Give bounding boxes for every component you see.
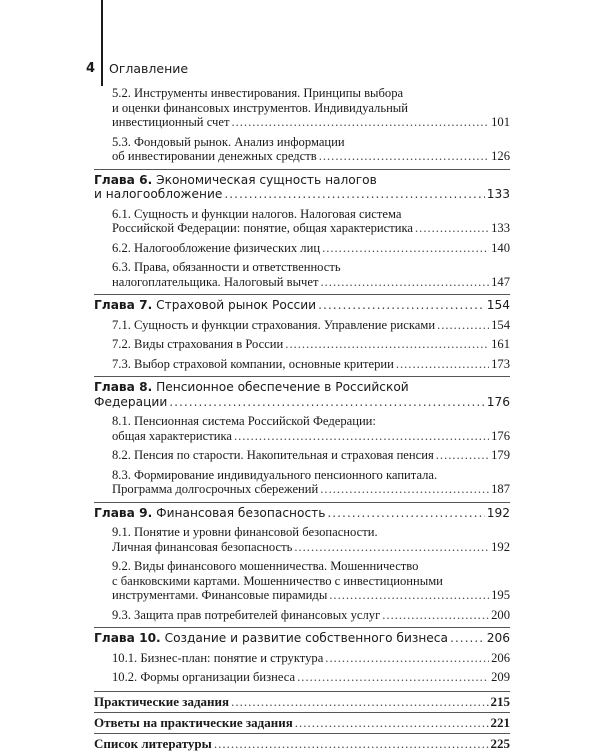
dot-leader: [285, 337, 489, 352]
toc-section-entry[interactable]: [112, 608, 510, 623]
toc-section-entry[interactable]: [112, 670, 510, 685]
toc-page-number: 225: [490, 735, 510, 751]
toc-entry-text: с банковскими картами. Мошенничество с инвестиционными: [112, 573, 443, 588]
toc-page-number: 133: [486, 187, 510, 201]
toc-page-number: 147: [491, 274, 510, 289]
toc-page-number: 192: [486, 505, 510, 520]
toc-entry-text: Ответы на практические задания: [94, 714, 293, 730]
toc-entry-text: Российской Федерации: понятие, общая характеристика: [112, 221, 414, 235]
dot-leader: [327, 506, 484, 521]
dot-leader: [329, 588, 489, 603]
table-of-contents: [94, 86, 510, 751]
toc-appendix-entry[interactable]: [94, 691, 510, 709]
toc-entry-last-line: [112, 115, 510, 130]
toc-page-number: 195: [491, 588, 510, 602]
toc-entry-text: 7.2. Виды страхования в России: [112, 337, 284, 351]
toc-entry-last-line: [94, 187, 510, 202]
toc-entry-last-line: [94, 694, 510, 709]
toc-page-number: 154: [486, 298, 510, 312]
dot-leader: [231, 115, 489, 130]
dot-leader: [321, 275, 490, 290]
toc-entry-line: [112, 525, 510, 540]
dot-leader: [415, 221, 489, 236]
dot-leader: [436, 448, 489, 463]
toc-entry-text: Программа долгосрочных сбережений: [112, 482, 319, 496]
toc-entry-text: Пенсионное обеспечение в Российской: [156, 380, 409, 394]
chapter-label: Глава 7.: [94, 298, 153, 312]
toc-page-number: 215: [490, 693, 510, 709]
toc-page-number: 221: [490, 714, 510, 730]
toc-page-number: 200: [491, 607, 510, 622]
dot-leader: [224, 187, 484, 202]
toc-section-entry[interactable]: [112, 357, 510, 372]
toc-page-number: 161: [491, 337, 510, 351]
toc-entry-last-line: [112, 275, 510, 290]
toc-page-number: 209: [491, 670, 510, 684]
toc-section-entry[interactable]: [112, 448, 510, 463]
toc-entry-last-line: [112, 448, 510, 463]
toc-entry-text: Страховой рынок России: [156, 298, 317, 312]
toc-appendix-entry[interactable]: [94, 733, 510, 751]
dot-leader: [396, 357, 489, 372]
toc-entry-text: 9.2. Виды финансового мошенничества. Мошенничество: [112, 559, 419, 573]
toc-page-number: 176: [491, 428, 510, 443]
toc-entry-line: [112, 86, 510, 101]
toc-entry-text: 9.3. Защита прав потребителей финансовых услуг: [112, 607, 381, 622]
toc-entry-line: [112, 260, 510, 275]
toc-section-entry[interactable]: [112, 260, 510, 289]
toc-entry-last-line: [112, 357, 510, 372]
toc-entry-text: об инвестировании денежных средств: [112, 149, 317, 163]
chapter-label: Глава 10.: [94, 631, 161, 645]
toc-entry-last-line: [112, 318, 510, 333]
toc-entry-text: 10.2. Формы организации бизнеса: [112, 670, 296, 684]
toc-entry-last-line: [94, 631, 510, 646]
header-title: Оглавление: [109, 60, 189, 76]
toc-chapter-entry[interactable]: [94, 169, 510, 202]
toc-section-entry[interactable]: [112, 525, 510, 554]
toc-page-number: 192: [491, 539, 510, 554]
toc-entry-last-line: [112, 651, 510, 666]
toc-entry-last-line: [112, 337, 510, 352]
chapter-label: Глава 8.: [94, 380, 153, 394]
toc-entry-text: Создание и развитие собственного бизнеса: [164, 631, 448, 645]
toc-entry-text: Финансовая безопасность: [156, 505, 326, 520]
toc-section-entry[interactable]: [112, 207, 510, 236]
toc-chapter-entry[interactable]: [94, 376, 510, 409]
dot-leader: [325, 651, 489, 666]
toc-entry-text: Федерации: [94, 394, 168, 409]
toc-entry-text: 7.1. Сущность и функции страхования. Управление рисками: [112, 317, 436, 332]
toc-page-number: 126: [491, 149, 510, 163]
dot-leader: [437, 318, 489, 333]
toc-entry-text: 10.1. Бизнес-план: понятие и структура: [112, 650, 324, 665]
toc-entry-last-line: [112, 670, 510, 685]
toc-entry-text: Практические задания: [94, 693, 230, 709]
toc-entry-last-line: [94, 715, 510, 730]
toc-entry-text: 9.1. Понятие и уровни финансовой безопасности.: [112, 525, 378, 539]
toc-page-number: 140: [491, 240, 510, 255]
toc-entry-text: 6.1. Сущность и функции налогов. Налоговая система: [112, 206, 402, 221]
toc-section-entry[interactable]: [112, 241, 510, 256]
toc-page-number: 173: [491, 356, 510, 371]
toc-page-number: 101: [491, 115, 510, 129]
dot-leader: [319, 149, 489, 164]
dot-leader: [234, 429, 489, 444]
toc-entry-line: [112, 207, 510, 222]
toc-section-entry[interactable]: [112, 468, 510, 497]
toc-entry-text: 6.3. Права, обязанности и ответственность: [112, 260, 341, 274]
toc-entry-text: 8.3. Формирование индивидуального пенсионного капитала.: [112, 467, 438, 482]
toc-section-entry[interactable]: [112, 318, 510, 333]
dot-leader: [318, 298, 485, 313]
toc-entry-line: [112, 101, 510, 116]
toc-entry-text: инвестиционный счет: [112, 115, 230, 129]
dot-leader: [382, 608, 489, 623]
dot-leader: [231, 694, 488, 709]
toc-entry-text: 5.3. Фондовый рынок. Анализ информации: [112, 134, 345, 149]
page-number: 4: [86, 60, 96, 76]
chapter-label: Глава 9.: [94, 505, 153, 520]
toc-appendix-entry[interactable]: [94, 712, 510, 730]
toc-entry-text: налогоплательщика. Налоговый вычет: [112, 274, 319, 289]
page-header: [86, 58, 506, 78]
toc-page-number: 206: [491, 650, 510, 665]
toc-entry-text: 5.2. Инструменты инвестирования. Принципы выбора: [112, 86, 404, 100]
dot-leader: [295, 715, 489, 730]
toc-chapter-entry[interactable]: [94, 502, 510, 521]
dot-leader: [297, 670, 489, 685]
toc-entry-line: [112, 574, 510, 589]
toc-page-number: 176: [486, 394, 510, 409]
toc-section-entry[interactable]: [112, 651, 510, 666]
dot-leader: [294, 540, 489, 555]
toc-page-number: 187: [491, 482, 510, 496]
toc-entry-last-line: [94, 395, 510, 410]
toc-entry-text: Экономическая сущность налогов: [156, 172, 377, 187]
toc-entry-last-line: [112, 588, 510, 603]
toc-entry-line: [112, 559, 510, 574]
toc-entry-text: 8.1. Пенсионная система Российской Федерации:: [112, 414, 376, 428]
toc-section-entry[interactable]: [112, 86, 510, 130]
toc-entry-last-line: [112, 608, 510, 623]
toc-entry-last-line: [94, 298, 510, 313]
toc-chapter-entry[interactable]: [94, 627, 510, 646]
toc-section-entry[interactable]: [112, 337, 510, 352]
toc-entry-line: [94, 173, 510, 188]
toc-entry-text: 8.2. Пенсия по старости. Накопительная и страховая пенсия: [112, 448, 434, 462]
toc-entry-last-line: [112, 429, 510, 444]
toc-entry-line: [112, 468, 510, 483]
toc-chapter-entry[interactable]: [94, 294, 510, 313]
toc-entry-last-line: [94, 506, 510, 521]
toc-section-entry[interactable]: [112, 135, 510, 164]
dot-leader: [322, 241, 489, 256]
toc-entry-last-line: [112, 241, 510, 256]
toc-page-number: 179: [491, 448, 510, 462]
toc-entry-text: Личная финансовая безопасность: [112, 539, 293, 554]
dot-leader: [320, 482, 489, 497]
toc-section-entry[interactable]: [112, 559, 510, 603]
toc-entry-line: [94, 380, 510, 395]
chapter-label: Глава 6.: [94, 172, 153, 187]
toc-page-number: 133: [491, 221, 510, 235]
toc-entry-last-line: [112, 540, 510, 555]
toc-entry-text: Список литературы: [94, 735, 212, 751]
toc-section-entry[interactable]: [112, 414, 510, 443]
toc-entry-last-line: [112, 482, 510, 497]
toc-page-number: 206: [486, 631, 510, 645]
dot-leader: [450, 631, 485, 646]
toc-entry-text: инструментами. Финансовые пирамиды: [112, 588, 328, 602]
toc-entry-last-line: [112, 221, 510, 236]
toc-entry-text: 6.2. Налогообложение физических лиц: [112, 240, 321, 255]
toc-entry-text: 7.3. Выбор страховой компании, основные критерии: [112, 356, 394, 371]
toc-entry-text: и оценки финансовых инструментов. Индивидуальный: [112, 100, 409, 115]
toc-entry-line: [112, 135, 510, 150]
toc-entry-text: и налогообложение: [94, 187, 223, 201]
toc-entry-last-line: [94, 736, 510, 751]
dot-leader: [169, 395, 484, 410]
toc-page-number: 154: [491, 317, 510, 332]
toc-entry-line: [112, 414, 510, 429]
dot-leader: [214, 736, 489, 751]
toc-entry-last-line: [112, 149, 510, 164]
toc-entry-text: общая характеристика: [112, 428, 232, 443]
